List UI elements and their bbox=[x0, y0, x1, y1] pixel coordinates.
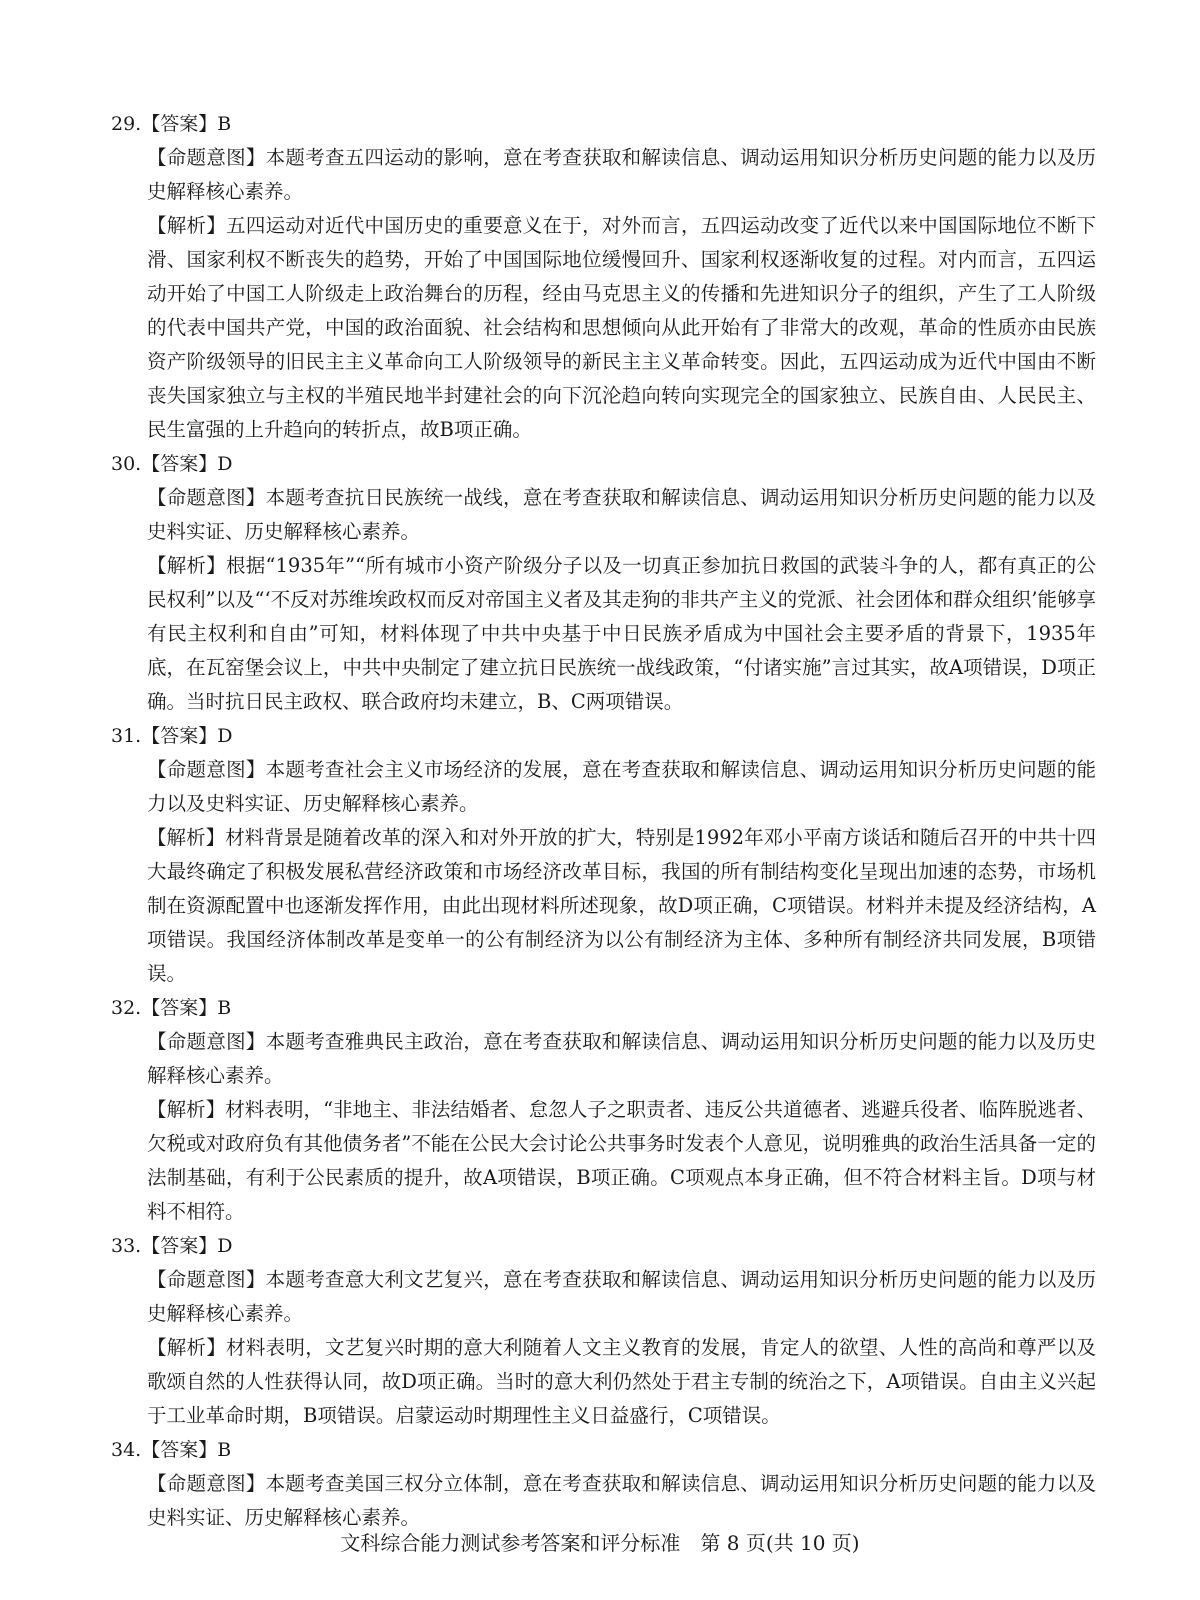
intent-text: 本题考查抗日民族统一战线，意在考查获取和解读信息、调动运用知识分析历史问题的能力以及史料实证、历史解释核心素养。 bbox=[147, 486, 1096, 543]
intent-paragraph bbox=[147, 1025, 1096, 1093]
analysis-paragraph bbox=[147, 549, 1096, 719]
analysis-tag: 【解析】 bbox=[147, 1098, 226, 1121]
answer-heading: 34.【答案】B bbox=[111, 1439, 232, 1461]
analysis-paragraph bbox=[147, 821, 1096, 991]
analysis-text: 材料表明，文艺复兴时期的意大利随着人文主义教育的发展，肯定人的欲望、人性的高尚和尊严以及歌颂自然的人性获得认同，故D项正确。当时的意大利仍然处于君主专制的统治之下，A项错误。自由主义兴起于工业革命时期，B项错误。启蒙运动时期理性主义日益盛行，C项错误。 bbox=[147, 1336, 1096, 1427]
intent-text: 本题考查美国三权分立体制，意在考查获取和解读信息、调动运用知识分析历史问题的能力以及史料实证、历史解释核心素养。 bbox=[147, 1472, 1096, 1529]
question-31 bbox=[111, 719, 1096, 991]
answer-heading: 30.【答案】D bbox=[111, 453, 233, 475]
intent-paragraph bbox=[147, 1263, 1096, 1331]
answer-key-content bbox=[111, 107, 1096, 1535]
question-29 bbox=[111, 107, 1096, 447]
intent-tag: 【命题意图】 bbox=[147, 1030, 266, 1053]
analysis-paragraph bbox=[147, 209, 1096, 447]
answer-heading: 32.【答案】B bbox=[111, 997, 232, 1019]
intent-paragraph bbox=[147, 753, 1096, 821]
page-footer: 文科综合能力测试参考答案和评分标准 第 8 页(共 10 页) bbox=[340, 1531, 860, 1555]
intent-text: 本题考查意大利文艺复兴，意在考查获取和解读信息、调动运用知识分析历史问题的能力以及历史解释核心素养。 bbox=[147, 1268, 1096, 1325]
intent-tag: 【命题意图】 bbox=[147, 146, 266, 169]
intent-text: 本题考查社会主义市场经济的发展，意在考查获取和解读信息、调动运用知识分析历史问题的能力以及史料实证、历史解释核心素养。 bbox=[147, 758, 1096, 815]
question-30 bbox=[111, 447, 1096, 719]
intent-tag: 【命题意图】 bbox=[147, 758, 266, 781]
intent-text: 本题考查五四运动的影响，意在考查获取和解读信息、调动运用知识分析历史问题的能力以及历史解释核心素养。 bbox=[147, 146, 1096, 203]
analysis-tag: 【解析】 bbox=[147, 826, 226, 849]
question-33 bbox=[111, 1229, 1096, 1433]
answer-heading: 31.【答案】D bbox=[111, 725, 233, 747]
analysis-text: 五四运动对近代中国历史的重要意义在于，对外而言，五四运动改变了近代以来中国国际地位不断下滑、国家利权不断丧失的趋势，开始了中国国际地位缓慢回升、国家利权逐渐收复的过程。对内而言，五四运动开始了中国工人阶级走上政治舞台的历程，经由马克思主义的传播和先进知识分子的组织，产生了工人阶级的代表中国共产党，中国的政治面貌、社会结构和思想倾向从此开始有了非常大的改观，革命的性质亦由民族资产阶级领导的旧民主主义革命向工人阶级领导的新民主主义革命转变。因此，五四运动成为近代中国由不断丧失国家独立与主权的半殖民地半封建社会的向下沉沦趋向转向实现完全的国家独立、民族自由、人民民主、民生富强的上升趋向的转折点，故B项正确。 bbox=[147, 214, 1096, 441]
analysis-text: 材料表明，“非地主、非法结婚者、怠忽人子之职责者、违反公共道德者、逃避兵役者、临阵脱逃者、欠税或对政府负有其他债务者”不能在公民大会讨论公共事务时发表个人意见，说明雅典的政治生活具备一定的法制基础，有利于公民素质的提升，故A项错误，B项正确。C项观点本身正确，但不符合材料主旨。D项与材料不相符。 bbox=[147, 1098, 1096, 1223]
question-32 bbox=[111, 991, 1096, 1229]
analysis-tag: 【解析】 bbox=[147, 214, 227, 237]
intent-tag: 【命题意图】 bbox=[147, 486, 266, 509]
analysis-paragraph bbox=[147, 1093, 1096, 1229]
intent-paragraph bbox=[147, 141, 1096, 209]
intent-text: 本题考查雅典民主政治，意在考查获取和解读信息、调动运用知识分析历史问题的能力以及历史解释核心素养。 bbox=[147, 1030, 1096, 1087]
intent-paragraph bbox=[147, 481, 1096, 549]
intent-tag: 【命题意图】 bbox=[147, 1268, 266, 1291]
intent-tag: 【命题意图】 bbox=[147, 1472, 266, 1495]
answer-heading: 29.【答案】B bbox=[111, 113, 232, 135]
analysis-paragraph bbox=[147, 1331, 1096, 1433]
intent-paragraph bbox=[147, 1467, 1096, 1535]
analysis-text: 根据“1935年”“所有城市小资产阶级分子以及一切真正参加抗日救国的武装斗争的人，都有真正的公民权利”以及“‘不反对苏维埃政权而反对帝国主义者及其走狗的非共产主义的党派、社会团体和群众组织’能够享有民主权利和自由”可知，材料体现了中共中央基于中日民族矛盾成为中国社会主要矛盾的背景下，1935年底，在瓦窑堡会议上，中共中央制定了建立抗日民族统一战线政策，“付诸实施”言过其实，故A项错误，D项正确。当时抗日民主政权、联合政府均未建立，B、C两项错误。 bbox=[147, 554, 1096, 713]
answer-heading: 33.【答案】D bbox=[111, 1235, 233, 1257]
question-34 bbox=[111, 1433, 1096, 1535]
analysis-text: 材料背景是随着改革的深入和对外开放的扩大，特别是1992年邓小平南方谈话和随后召开的中共十四大最终确定了积极发展私营经济政策和市场经济改革目标，我国的所有制结构变化呈现出加速的态势，市场机制在资源配置中也逐渐发挥作用，由此出现材料所述现象，故D项正确，C项错误。材料并未提及经济结构，A项错误。我国经济体制改革是变单一的公有制经济为以公有制经济为主体、多种所有制经济共同发展，B项错误。 bbox=[147, 826, 1096, 985]
analysis-tag: 【解析】 bbox=[147, 554, 227, 577]
analysis-tag: 【解析】 bbox=[147, 1336, 227, 1359]
